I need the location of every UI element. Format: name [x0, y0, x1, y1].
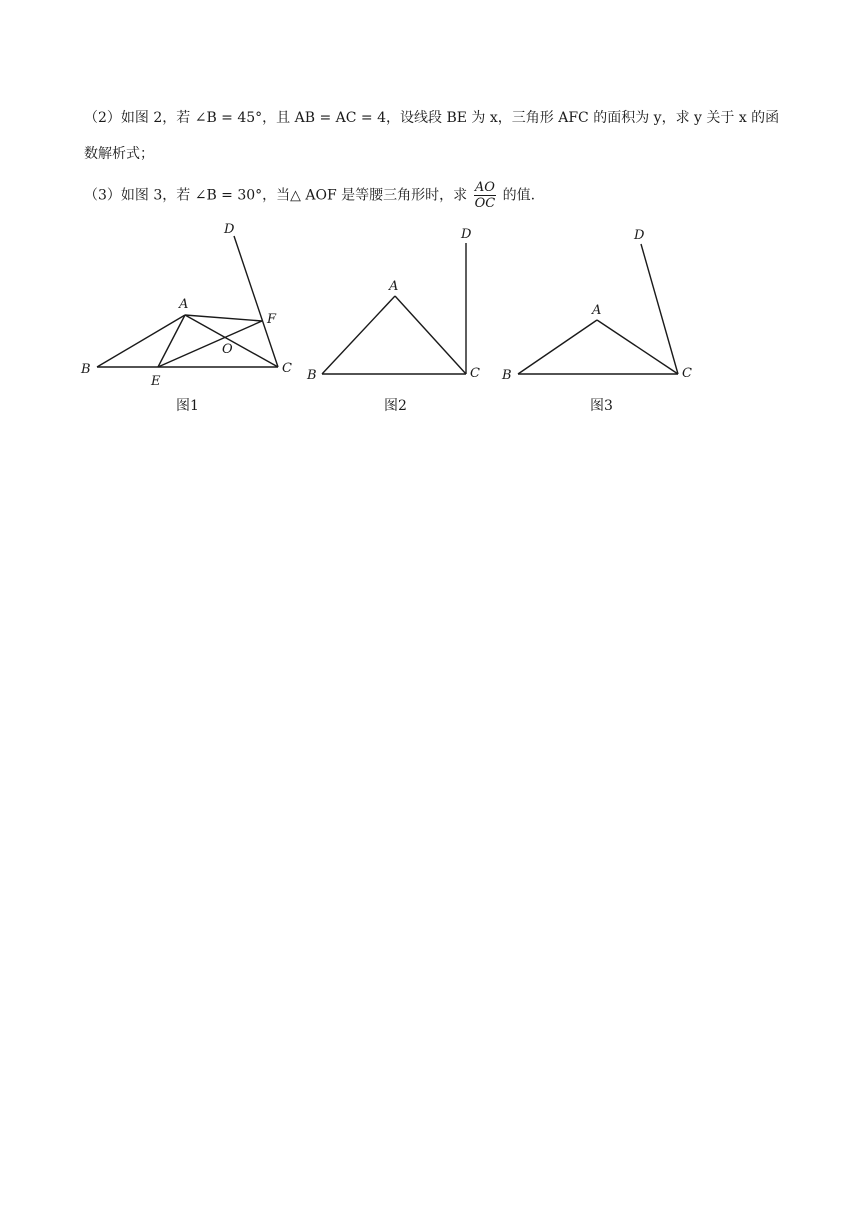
fig2-caption: 图2: [384, 398, 407, 414]
fig2-label-b: B: [307, 368, 317, 383]
part2-text-line2: 数解析式；: [84, 146, 154, 162]
fig2-segment-ac: [395, 296, 466, 374]
fig2-segment-ba: [322, 296, 395, 374]
part3-prefix: （3）如图 3，若 ∠B = 30°，当△ AOF 是等腰三角形时，求: [84, 187, 468, 204]
fig2-label-c: C: [470, 366, 480, 381]
fig1-label-f: F: [267, 312, 277, 327]
fig2-label-d: D: [461, 227, 472, 242]
fig1-segment-dc: [234, 236, 278, 367]
figure-1: [80, 222, 292, 414]
part2-text-line1: （2）如图 2，若 ∠B = 45°，且 AB = AC = 4，设线段 BE 为 x，三角形 AFC 的面积为 y，求 y 关于 x 的函: [84, 110, 780, 126]
fig1-label-c: C: [282, 361, 292, 376]
fig1-segment-af: [185, 315, 262, 321]
fig1-label-a: A: [179, 297, 189, 312]
fig1-caption: 图1: [176, 398, 199, 414]
fig1-label-d: D: [224, 222, 235, 237]
fig1-label-o: O: [222, 342, 233, 357]
fig1-label-e: E: [151, 374, 161, 389]
fig3-segment-ba: [518, 320, 597, 374]
fraction-denominator: OC: [474, 196, 496, 211]
fraction-numerator: AO: [474, 180, 495, 195]
fig3-segment-dc: [641, 244, 678, 374]
fig2-label-a: A: [389, 279, 399, 294]
fig3-label-c: C: [682, 366, 692, 381]
figure-3: [501, 228, 692, 414]
fig1-segment-ef: [158, 321, 262, 367]
part3-suffix: 的值.: [502, 187, 536, 204]
fig3-caption: 图3: [590, 398, 613, 414]
fig1-label-b: B: [81, 362, 91, 377]
figure-2: [306, 227, 480, 414]
fig1-segment-ac: [185, 315, 278, 367]
fig3-label-a: A: [592, 303, 602, 318]
fig3-label-b: B: [502, 368, 512, 383]
fig3-segment-ac: [597, 320, 678, 374]
fig3-label-d: D: [634, 228, 645, 243]
